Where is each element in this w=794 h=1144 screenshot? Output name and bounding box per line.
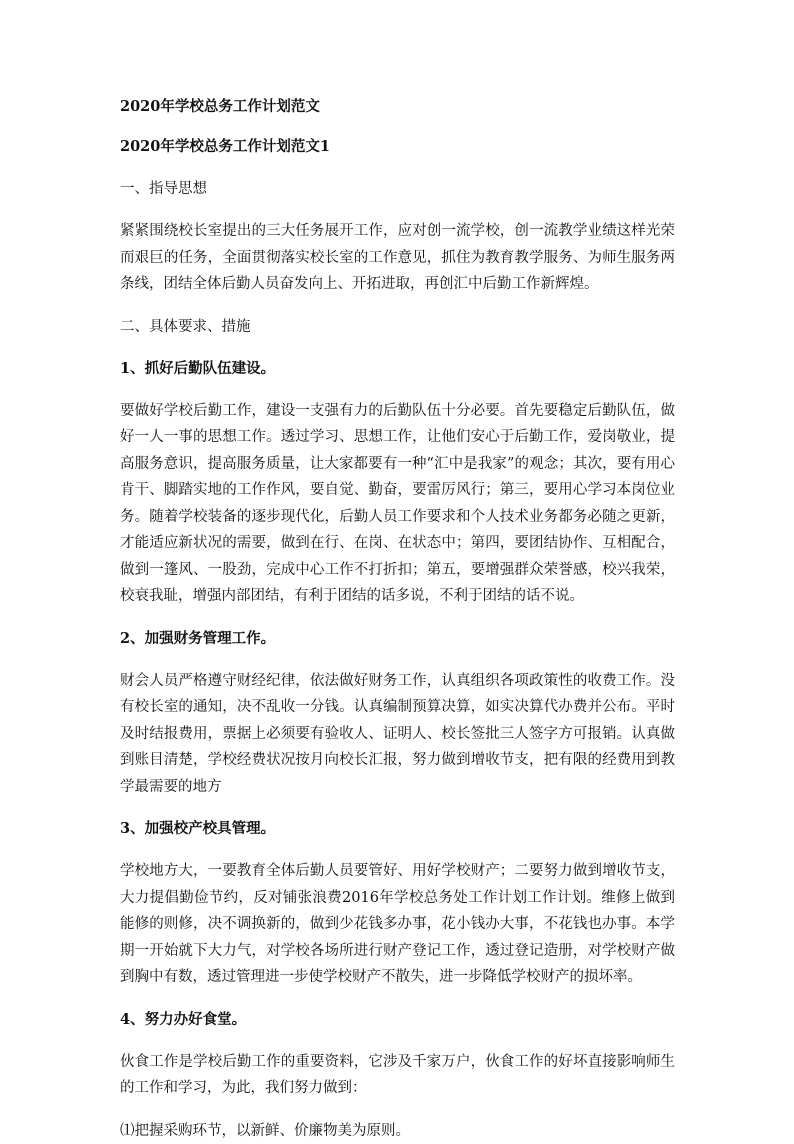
section-heading-requirements: 二、具体要求、措施 — [120, 318, 251, 335]
paragraph-finance: 财会人员严格遵守财经纪律，依法做好财务工作，认真组织各项政策性的收费工作。没有校长室的通知，决不乱收一分钱。认真编制预算决算，如实决算代办费并公布。平时及时结报费用，票据上必须要有验收人、证明人、校长签批三人签字方可报销。认真做到账目清楚，学校经费状况按月向校长汇报，努力做到增收节支，把有限的经费用到教学最需要的地方 — [120, 672, 675, 795]
document-page — [120, 94, 675, 1144]
document-title: 2020年学校总务工作计划范文 — [120, 98, 320, 115]
item-heading-finance: 2、加强财务管理工作。 — [120, 629, 276, 647]
item-heading-team-building: 1、抓好后勤队伍建设。 — [120, 359, 276, 377]
section-heading-guiding-ideology: 一、指导思想 — [120, 181, 207, 197]
list-item-procurement: ⑴把握采购环节，以新鲜、价廉物美为原则。 — [120, 1122, 410, 1139]
item-heading-assets: 3、加强校产校具管理。 — [120, 820, 276, 837]
item-heading-canteen: 4、努力办好食堂。 — [120, 1010, 247, 1028]
paragraph-guiding-ideology: 紧紧围绕校长室提出的三大任务展开工作，应对创一流学校，创一流教学业绩这样光荣而艰巨的任务，全面贯彻落实校长室的工作意见，抓住为教育教学服务、为师生服务两条线，团结全体后勤人员奋发向上、开拓进取，再创汇中后勤工作新辉煌。 — [120, 223, 675, 292]
paragraph-canteen: 伙食工作是学校后勤工作的重要资料，它涉及千家万户，伙食工作的好坏直接影响师生的工作和学习，为此，我们努力做到： — [120, 1053, 675, 1096]
paragraph-assets: 学校地方大，一要教育全体后勤人员要管好、用好学校财产；二要努力做到增收节支，大力提倡勤俭节约，反对铺张浪费2016年学校总务处工作计划工作计划。维修上做到能修的则修，决不调换新的，做到少花钱多办事，花小钱办大事，不花钱也办事。本学期一开始就下大力气，对学校各场所进行财产登记工作，透过登记造册，对学校财产做到胸中有数，透过管理进一步使学校财产不散失，进一步降低学校财产的损坏率。 — [120, 863, 675, 985]
document-subtitle: 2020年学校总务工作计划范文1 — [120, 138, 330, 155]
paragraph-team-building: 要做好学校后勤工作，建设一支强有力的后勤队伍十分必要。首先要稳定后勤队伍，做好一人一事的思想工作。透过学习、思想工作，让他们安心于后勤工作，爱岗敬业，提高服务意识，提高服务质量，让大家都要有一种“汇中是我家”的观念；其次，要有用心肯干、脚踏实地的工作作风，要自觉、勤奋，要雷厉风行；第三，要用心学习本岗位业务。随着学校装备的逐步现代化，后勤人员工作要求和个人技术业务都务必随之更新，才能适应新状况的需要，做到在行、在岗、在状态中；第四，要团结协作、互相配合，做到一篷风、一股劲，完成中心工作不打折扣；第五，要增强群众荣誉感，校兴我荣，校衰我耻，增强内部团结，有利于团结的话多说，不利于团结的话不说。 — [120, 402, 675, 604]
